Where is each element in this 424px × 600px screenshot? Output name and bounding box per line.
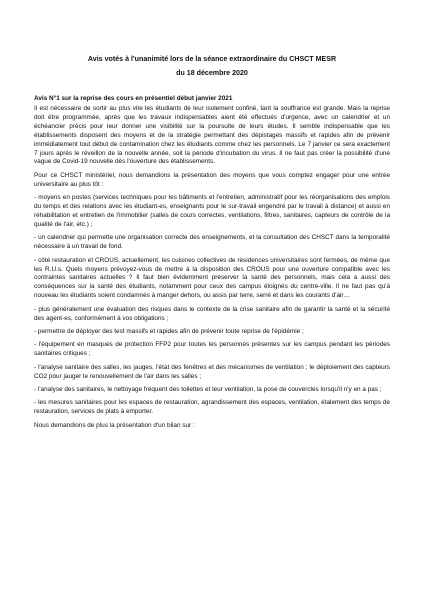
list-item-evaluation-risques: - plus généralement une évaluation des risques dans le contexte de la crise sanitaire afin de garantir la santé et la sécurité des agent-es, conformément à vos obligations ; <box>34 305 390 322</box>
list-item-analyse-sanitaires: - l'analyse des sanitaires, le nettoyage fréquent des toilettes et leur ventilation, la pose de couvercles lorsqu'il n'y en a pas ; <box>34 385 382 393</box>
avis-heading: Avis N°1 sur la reprise des cours en présentiel début janvier 2021 <box>34 95 233 102</box>
list-item-mesures-restauration: - les mesures sanitaires pour les espaces de restauration, agrandissement des espaces, ventilation, étalement des temps de restauration, services de plats à emporter. <box>34 399 390 416</box>
document-title: Avis votés à l'unanimité lors de la séance extraordinaire du CHSCT MESR <box>87 55 337 63</box>
paragraph-request: Pour ce CHSCT ministériel, nous demandions la présentation des moyens que vous comptez engager pour une entrée universitaire au plus tôt : <box>34 171 390 188</box>
document-date: du 18 décembre 2020 <box>176 68 248 77</box>
closing-line: Nous demandions de plus la présentation d'un bilan sur : <box>34 421 195 429</box>
list-item-restauration: - côté restauration et CROUS, actuellement, les cuisines collectives de résidences universitaires sont fermées, de même que les R.U.s. Quels moyens prévoyez-vous de mettre à la disposition des CROUS pour une ouverture compatible avec les contraintes sanitaires actuelles ? Il faut bien évidemment préserver la santé des personnels, mais cela a aussi des conséquences sur la santé des étudiants, notamment pour ceux des campus éloignés du centre-ville. Il ne faut pas qu'à nouveau les étudiants soient condamnés à manger dehors, ou assis par terre, serré et dans les courants d'air… <box>34 256 390 300</box>
list-item-tests: - permettre de déployer des test massifs et rapides afin de prévenir toute reprise de l'épidémie ; <box>34 327 304 335</box>
list-item-analyse-salles: - l'analyse sanitaire des salles, les jauges, l'état des fenêtres et des mécanismes de ventilation ; le déploiement des capteurs CO2 pour jauger le renouvellement de l'air dans les salles ; <box>34 363 390 380</box>
paragraph-intro: Il est nécessaire de sortir au plus vite les étudiants de leur isolement confiné, tant la souffrance est grande. Mais la reprise doit être programmée, après que les travaux indispensables aient été effectués d'urgence, avec un calendrier et un échéancier précis pour leur donner une visibilité sur la poursuite de leurs études. Il semble indispensable que les établissements disposent des moyens et de la stratégie permettant des dépistages massifs et rapides afin de prévenir immédiatement tout début de contamination chez les étudiants comme chez les personnels. Le 7 janvier ce sera exactement 7 jours après le réveillon de la nouvelle année, soit la période d'incubation du virus. Il ne faut pas créer la possibilité d'une vague de Covid-19 nouvelle dès l'ouverture des établissements. <box>34 105 390 166</box>
list-item-calendrier: - un calendrier qui permette une organisation correcte des enseignements, et la consultation des CHSCT dans la temporalité nécessaire à un travail de fond. <box>34 234 390 251</box>
list-item-masques: - l'équipement en masques de protection FFP2 pour toutes les personnes présentes sur les campus pendant les périodes sanitaires critiques ; <box>34 341 390 358</box>
list-item-moyens-postes: - moyens en postes (services techniques pour les bâtiments et l'entretien, administratif pour les réorganisations des emplois du temps et des relations avec les étudiant-es, enseignants pour le sur-travail engendré par le travail à distance) et aussi en réhabilitation et entretien de l'immobilier (salles de cours correctes, ventilations, filtres, sanitaires, capteurs de contrôle de la qualité de l'air, etc.) ; <box>34 194 390 228</box>
